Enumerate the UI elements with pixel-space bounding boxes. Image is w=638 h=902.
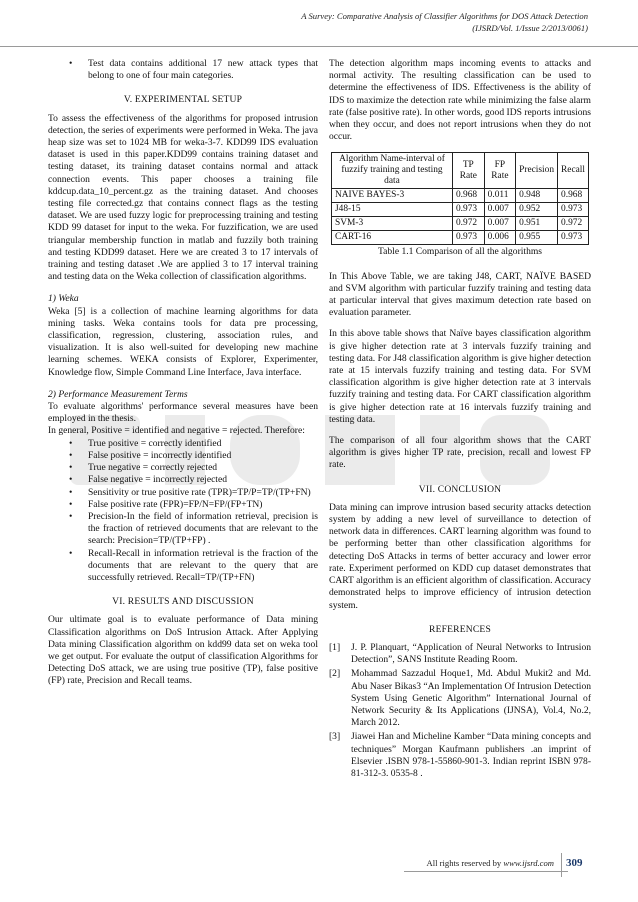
- reference-item: [2] Mohammad Sazzadul Hoque1, Md. Abdul Mukit2 and Md. Abu Naser Bikas3 “An Implementation Of Intrusion Detection System Using Genetic Algorithm” International Journal of Network Security & Its Applications (IJNSA), Vol.4, No.2, March 2012.: [329, 668, 591, 729]
- table-cell: 0.948: [516, 189, 558, 203]
- subsection-heading-weka: 1) Weka: [48, 293, 79, 305]
- subsection-heading-performance: 2) Performance Measurement Terms: [48, 388, 188, 400]
- section-heading-conclusion: VII. CONCLUSION: [418, 483, 502, 495]
- bullet-icon: •: [69, 510, 73, 522]
- section-heading-results: VI. RESULTS AND DISCUSSION: [112, 596, 254, 608]
- paragraph: Weka [5] is a collection of machine learning algorithms for data mining tasks. Weka contains tools for data pre processing, classification, regression, clustering, association rules, and visualization. It is also well-suited for developing new machine learning schemes. WEKA consists of Explorer, Experimenter, Knowledge flow, Simple Command Line Interface, Java interface.: [48, 305, 318, 378]
- paragraph: To evaluate algorithms' performance several measures have been employed in the thesis.: [48, 401, 318, 425]
- list-item: • Sensitivity or true positive rate (TPR)=TP/P=TP/(TP+FN): [69, 486, 311, 498]
- table-header-row: [332, 153, 589, 189]
- list-item: • False positive rate (FPR)=FP/N=FP/(FP+TN): [69, 498, 263, 510]
- dataset-bullets: [48, 58, 318, 82]
- table-cell: NAIVE BAYES-3: [332, 189, 453, 203]
- bullet-icon: •: [69, 474, 73, 486]
- list-item: • False negative = incorrectly rejected: [69, 474, 227, 486]
- section-heading-experimental-setup: V. EXPERIMENTAL SETUP: [123, 94, 243, 106]
- table-cell: 0.972: [452, 217, 484, 231]
- paragraph: In This Above Table, we are taking J48, CART, NAÏVE BASED and SVM algorithm with particular fuzzify training and testing data at particular interval that gives maximum detection rate based on evaluation parameter.: [329, 270, 591, 319]
- table-cell: CART-16: [332, 231, 453, 245]
- table-cell: 0.968: [558, 189, 589, 203]
- list-item: • Recall-Recall in information retrieval is the fraction of the documents that are relevant to the query that are successfully retrieved. Recall=TP/(TP+FN): [69, 547, 318, 583]
- list-item: • False positive = incorrectly identified: [69, 449, 232, 461]
- bullet-icon: •: [69, 547, 73, 559]
- footer-url: www.ijsrd.com: [503, 858, 554, 868]
- table-cell: J48-15: [332, 203, 453, 217]
- page-number-divider: [561, 853, 562, 877]
- table-header-cell: FP Rate: [484, 153, 515, 189]
- table-caption: Table 1.1 Comparison of all the algorithms: [378, 246, 542, 258]
- paragraph: Data mining can improve intrusion based security attacks detection system by adding a new level of surveillance to detection of network data in differences. CART learning algorithm was found to be performing better than other classification algorithms for detecting DoS Attacks in terms of better accuracy and lower error rate. Experiment performed on KDD cup dataset demonstrates that CART algorithm is an efficient algorithm of classification. Accuracy demonstrated helps to improve efficiency of intrusion detection system.: [329, 501, 591, 611]
- header-title: A Survey: Comparative Analysis of Classifier Algorithms for DOS Attack Detection: [301, 11, 588, 21]
- table-row: [332, 231, 589, 245]
- bullet-icon: •: [69, 437, 73, 449]
- table-cell: 0.973: [452, 203, 484, 217]
- references-list: [329, 642, 591, 780]
- table-cell: 0.972: [558, 217, 589, 231]
- table-row: [332, 189, 589, 203]
- table-cell: 0.007: [484, 217, 515, 231]
- left-column: [48, 58, 318, 697]
- table-cell: SVM-3: [332, 217, 453, 231]
- bullet-icon: •: [69, 486, 73, 498]
- table-row: [332, 217, 589, 231]
- table-header-cell: Algorithm Name-interval of fuzzify training and testing data: [332, 153, 453, 189]
- header-divider: [0, 46, 638, 47]
- table-cell: 0.955: [516, 231, 558, 245]
- list-item: • Test data contains additional 17 new attack types that belong to one of four main categories.: [69, 58, 318, 82]
- list-item: • Precision-In the field of information retrieval, precision is the fraction of retrieved documents that are relevant to the search: Precision=TP/(TP+FP) .: [69, 510, 318, 547]
- table-cell: 0.006: [484, 231, 515, 245]
- table-cell: 0.011: [484, 189, 515, 203]
- header-issue: (IJSRD/Vol. 1/Issue 2/2013/0061): [472, 23, 588, 33]
- footer-rights: All rights reserved by www.ijsrd.com: [426, 858, 554, 868]
- paragraph: To assess the effectiveness of the algorithms for proposed intrusion detection, the series of experiments were performed in Weka. The java heap size was set to 1024 MB for weka-3-7. KDD99 IDS evaluation dataset is used in this paper.KDD99 contains training dataset and testing dataset, its training dataset contains normal and attack connection events. This paper chooses a training file kddcup.data_10_percent.gz as the training dataset. And chooses testing file corrected.gz that contains connect flags as the testing dataset. We are used fuzzy logic for preprocessing training and testing KDD 99 dataset for input to the weka. For fuzzification, we are used triangular membership function in matlab and fuzzily both training and testing KDD99 dataset. Here we are created 3 to 17 intervals of training and testing dataset .We are applied 3 to 17 interval training and testing data on the Weka collection of classification algorithms.: [48, 112, 318, 283]
- table-cell: 0.952: [516, 203, 558, 217]
- page-number: 309: [566, 857, 583, 869]
- paragraph: In this above table shows that Naïve bayes classification algorithm is give higher detection rate at 3 intervals fuzzify training and testing data. For J48 classification algorithm is give higher detection rate at 15 intervals fuzzify training and testing data. For SVM classification algorithm is give higher detection rate at 3 intervals fuzzify training and testing data. For CART classification algorithm is give higher detection rate at 16 intervals fuzzify training and testing data.: [329, 328, 591, 425]
- footer-divider: [404, 871, 568, 872]
- paragraph: The detection algorithm maps incoming events to attacks and normal activity. The resulting classification can be used to determine the effectiveness of IDS. Effectiveness is the ability of IDS to maximize the detection rate while minimizing the false alarm rate (false positive rate). In other words, good IDS reports intrusions when they occur, and does not report intrusions when they do not occur.: [329, 58, 591, 143]
- paragraph: The comparison of all four algorithm shows that the CART algorithm is gives higher TP rate, precision, recall and lowest FP rate.: [329, 435, 591, 471]
- list-item: • True positive = correctly identified: [69, 437, 222, 449]
- paragraph: Our ultimate goal is to evaluate performance of Data mining Classification algorithms on DoS Intrusion Attack. After Applying Data mining Classification algorithm on kdd99 data set on weka tool we get output. For evaluate the output of classification Algorithms for Detecting DoS attack, we are using true positive (TP), false positive (FP) rate, Precision and Recall teams.: [48, 614, 318, 687]
- table-cell: 0.973: [558, 231, 589, 245]
- list-item: • True negative = correctly rejected: [69, 462, 218, 474]
- section-heading-references: REFERENCES: [429, 623, 491, 635]
- performance-terms-list: [48, 438, 318, 584]
- table-cell: 0.007: [484, 203, 515, 217]
- table-header-cell: Precision: [516, 153, 558, 189]
- bullet-icon: •: [69, 449, 73, 461]
- reference-item: [1] J. P. Planquart, “Application of Neural Networks to Intrusion Detection”, SANS Institute Reading Room.: [329, 641, 591, 666]
- table-cell: 0.973: [452, 231, 484, 245]
- bullet-icon: •: [69, 58, 73, 69]
- paragraph: In general, Positive = identified and negative = rejected. Therefore:: [48, 425, 305, 437]
- table-header-cell: Recall: [558, 153, 589, 189]
- running-header: [168, 10, 588, 34]
- comparison-table: [331, 152, 589, 245]
- table-row: [332, 203, 589, 217]
- bullet-icon: •: [69, 462, 73, 474]
- right-column: [329, 58, 591, 782]
- table-cell: 0.973: [558, 203, 589, 217]
- reference-item: [3] Jiawei Han and Micheline Kamber “Data mining concepts and techniques” Morgan Kaufmann publishers .an imprint of Elsevier .ISBN 978-1-55860-901-3. Indian reprint ISBN 978-81-312-3. 0535-8 .: [329, 731, 591, 779]
- table-header-cell: TP Rate: [452, 153, 484, 189]
- bullet-icon: •: [69, 498, 73, 510]
- table-cell: 0.951: [516, 217, 558, 231]
- table-cell: 0.968: [452, 189, 484, 203]
